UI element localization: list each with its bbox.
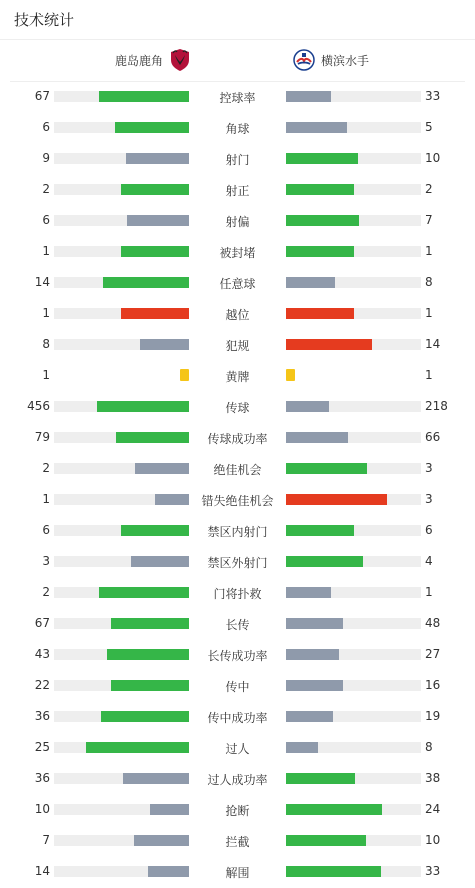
stat-label: 长传 <box>225 618 250 632</box>
home-bar-track <box>54 184 189 195</box>
home-bar-track <box>54 804 189 815</box>
home-bar <box>115 122 189 133</box>
away-bar-track <box>286 680 421 691</box>
kashima-antlers-logo-icon <box>169 48 191 72</box>
stat-row <box>0 453 475 484</box>
away-bar-track <box>286 153 421 164</box>
home-value: 25 <box>34 740 50 754</box>
home-bar <box>103 277 189 288</box>
home-bar-track <box>54 556 189 567</box>
home-bar-track <box>54 308 189 319</box>
home-value: 79 <box>34 430 50 444</box>
stat-label: 过人 <box>225 742 250 756</box>
away-bar-track <box>286 401 421 412</box>
home-value: 6 <box>42 523 50 537</box>
home-value: 14 <box>34 275 50 289</box>
home-bar-track <box>54 711 189 722</box>
away-bar <box>286 153 358 164</box>
stat-row <box>0 422 475 453</box>
home-bar-track <box>54 277 189 288</box>
away-value: 27 <box>425 647 441 661</box>
away-bar-track <box>286 866 421 877</box>
stat-row <box>0 205 475 236</box>
home-bar-track <box>54 866 189 877</box>
home-bar <box>99 587 189 598</box>
home-value: 10 <box>34 802 50 816</box>
stat-label: 传球 <box>225 401 250 415</box>
away-bar <box>286 277 335 288</box>
away-bar-track <box>286 184 421 195</box>
away-bar-track <box>286 215 421 226</box>
away-bar <box>286 339 372 350</box>
away-bar <box>286 804 382 815</box>
home-value: 43 <box>34 647 50 661</box>
stat-row <box>0 81 475 112</box>
away-bar <box>286 308 354 319</box>
away-value: 14 <box>425 337 441 351</box>
away-bar <box>286 618 343 629</box>
away-bar <box>286 711 333 722</box>
home-bar <box>131 556 189 567</box>
away-bar-track <box>286 370 421 381</box>
stat-row <box>0 763 475 794</box>
home-bar-track <box>54 494 189 505</box>
away-bar-track <box>286 804 421 815</box>
away-bar <box>286 835 366 846</box>
away-bar <box>286 525 354 536</box>
teams-header <box>10 40 465 82</box>
stat-row <box>0 112 475 143</box>
home-bar <box>126 153 189 164</box>
away-bar <box>286 122 347 133</box>
stat-label: 被封堵 <box>219 246 256 260</box>
away-bar <box>286 866 381 877</box>
home-bar-track <box>54 742 189 753</box>
away-value: 33 <box>425 864 441 878</box>
stat-label: 黄牌 <box>225 370 250 384</box>
home-bar <box>97 401 189 412</box>
stat-label: 门将扑救 <box>213 587 262 601</box>
stat-row <box>0 391 475 422</box>
away-bar <box>286 463 367 474</box>
stat-label: 射门 <box>225 153 250 167</box>
stat-label: 长传成功率 <box>207 649 268 663</box>
home-bar <box>155 494 189 505</box>
away-bar <box>286 432 348 443</box>
stat-label: 传中成功率 <box>207 711 268 725</box>
stat-row <box>0 484 475 515</box>
stat-row <box>0 298 475 329</box>
stats-list <box>0 81 475 887</box>
away-bar-track <box>286 308 421 319</box>
home-value: 6 <box>42 120 50 134</box>
away-bar-track <box>286 91 421 102</box>
away-bar <box>286 246 354 257</box>
away-bar-track <box>286 556 421 567</box>
home-value: 14 <box>34 864 50 878</box>
home-bar-track <box>54 215 189 226</box>
away-value: 4 <box>425 554 433 568</box>
stat-row <box>0 577 475 608</box>
away-value: 1 <box>425 585 433 599</box>
stat-row <box>0 670 475 701</box>
home-value: 67 <box>34 89 50 103</box>
home-bar <box>111 680 189 691</box>
home-bar <box>123 773 189 784</box>
away-value: 218 <box>425 399 448 413</box>
home-bar-track <box>54 773 189 784</box>
away-value: 48 <box>425 616 441 630</box>
stat-row <box>0 143 475 174</box>
home-value: 1 <box>42 492 50 506</box>
stat-row <box>0 701 475 732</box>
away-bar <box>286 773 355 784</box>
stat-row <box>0 608 475 639</box>
home-value: 3 <box>42 554 50 568</box>
home-bar <box>150 804 189 815</box>
stat-row <box>0 732 475 763</box>
stat-label: 角球 <box>225 122 250 136</box>
stat-label: 绝佳机会 <box>213 463 262 477</box>
home-value: 456 <box>27 399 50 413</box>
away-bar-track <box>286 525 421 536</box>
stat-row <box>0 856 475 887</box>
away-value: 38 <box>425 771 441 785</box>
stat-label: 传中 <box>225 680 250 694</box>
home-bar <box>127 215 189 226</box>
away-value: 16 <box>425 678 441 692</box>
page-title: 技术统计 <box>0 0 475 40</box>
away-value: 3 <box>425 461 433 475</box>
stat-row <box>0 546 475 577</box>
stat-label: 射偏 <box>225 215 250 229</box>
home-value: 2 <box>42 182 50 196</box>
away-bar-track <box>286 277 421 288</box>
away-bar <box>286 369 295 381</box>
stat-label: 禁区外射门 <box>207 556 268 570</box>
away-value: 6 <box>425 523 433 537</box>
home-bar-track <box>54 680 189 691</box>
away-value: 24 <box>425 802 441 816</box>
stat-label: 犯规 <box>225 339 250 353</box>
away-bar <box>286 184 354 195</box>
away-bar-track <box>286 649 421 660</box>
away-team-name: 横滨水手 <box>321 53 370 68</box>
away-bar <box>286 587 331 598</box>
home-value: 7 <box>42 833 50 847</box>
home-value: 8 <box>42 337 50 351</box>
away-bar-track <box>286 587 421 598</box>
away-bar-track <box>286 711 421 722</box>
home-bar-track <box>54 401 189 412</box>
home-bar-track <box>54 649 189 660</box>
away-value: 1 <box>425 306 433 320</box>
away-value: 10 <box>425 833 441 847</box>
home-bar <box>134 835 189 846</box>
stat-row <box>0 825 475 856</box>
home-value: 1 <box>42 306 50 320</box>
home-bar-track <box>54 432 189 443</box>
home-bar <box>107 649 189 660</box>
stat-row <box>0 515 475 546</box>
stat-row <box>0 360 475 391</box>
away-bar <box>286 742 318 753</box>
away-value: 33 <box>425 89 441 103</box>
home-value: 22 <box>34 678 50 692</box>
stat-label: 控球率 <box>219 91 256 105</box>
home-value: 36 <box>34 771 50 785</box>
stat-row <box>0 267 475 298</box>
home-value: 1 <box>42 368 50 382</box>
away-value: 5 <box>425 120 433 134</box>
away-bar <box>286 215 359 226</box>
away-value: 2 <box>425 182 433 196</box>
home-bar-track <box>54 370 189 381</box>
away-bar-track <box>286 773 421 784</box>
home-bar <box>121 525 189 536</box>
stat-label: 解围 <box>225 866 250 880</box>
away-value: 19 <box>425 709 441 723</box>
home-value: 9 <box>42 151 50 165</box>
away-bar-track <box>286 742 421 753</box>
away-bar-track <box>286 618 421 629</box>
home-team-name: 鹿岛鹿角 <box>114 53 163 68</box>
stat-label: 禁区内射门 <box>207 525 268 539</box>
stat-label: 射正 <box>225 184 250 198</box>
home-bar <box>121 308 189 319</box>
home-bar <box>99 91 189 102</box>
home-bar <box>148 866 189 877</box>
away-team[interactable] <box>293 48 369 72</box>
away-bar <box>286 91 331 102</box>
stat-label: 抢断 <box>225 804 250 818</box>
stat-row <box>0 174 475 205</box>
home-bar-track <box>54 618 189 629</box>
home-bar-track <box>54 835 189 846</box>
home-bar-track <box>54 91 189 102</box>
away-bar-track <box>286 494 421 505</box>
home-value: 2 <box>42 461 50 475</box>
stat-label: 拦截 <box>225 835 250 849</box>
stat-row <box>0 236 475 267</box>
stat-row <box>0 639 475 670</box>
home-bar <box>180 369 189 381</box>
away-value: 10 <box>425 151 441 165</box>
stat-row <box>0 794 475 825</box>
home-bar <box>116 432 189 443</box>
stat-label: 任意球 <box>219 277 256 291</box>
home-bar-track <box>54 525 189 536</box>
home-value: 1 <box>42 244 50 258</box>
stat-label: 越位 <box>225 308 250 322</box>
home-bar-track <box>54 339 189 350</box>
home-value: 36 <box>34 709 50 723</box>
away-bar-track <box>286 835 421 846</box>
home-bar <box>86 742 189 753</box>
away-bar <box>286 649 339 660</box>
away-bar-track <box>286 339 421 350</box>
home-bar-track <box>54 153 189 164</box>
away-bar <box>286 556 363 567</box>
yokohama-marinos-logo-icon <box>293 49 315 71</box>
home-value: 6 <box>42 213 50 227</box>
away-value: 66 <box>425 430 441 444</box>
home-bar <box>101 711 189 722</box>
home-value: 67 <box>34 616 50 630</box>
stat-label: 传球成功率 <box>207 432 268 446</box>
home-bar-track <box>54 463 189 474</box>
home-bar <box>121 246 189 257</box>
home-bar <box>140 339 189 350</box>
away-bar-track <box>286 463 421 474</box>
stat-label: 过人成功率 <box>207 773 268 787</box>
home-bar <box>121 184 189 195</box>
home-team[interactable] <box>115 48 191 72</box>
home-bar-track <box>54 587 189 598</box>
away-value: 3 <box>425 492 433 506</box>
home-bar <box>111 618 189 629</box>
stat-row <box>0 329 475 360</box>
stat-label: 错失绝佳机会 <box>201 494 274 508</box>
away-value: 7 <box>425 213 433 227</box>
away-value: 8 <box>425 740 433 754</box>
away-value: 1 <box>425 368 433 382</box>
away-value: 8 <box>425 275 433 289</box>
away-bar-track <box>286 432 421 443</box>
home-bar-track <box>54 122 189 133</box>
home-bar-track <box>54 246 189 257</box>
home-bar <box>135 463 189 474</box>
away-bar <box>286 494 387 505</box>
away-bar-track <box>286 246 421 257</box>
away-value: 1 <box>425 244 433 258</box>
home-value: 2 <box>42 585 50 599</box>
away-bar <box>286 401 329 412</box>
away-bar <box>286 680 343 691</box>
away-bar-track <box>286 122 421 133</box>
